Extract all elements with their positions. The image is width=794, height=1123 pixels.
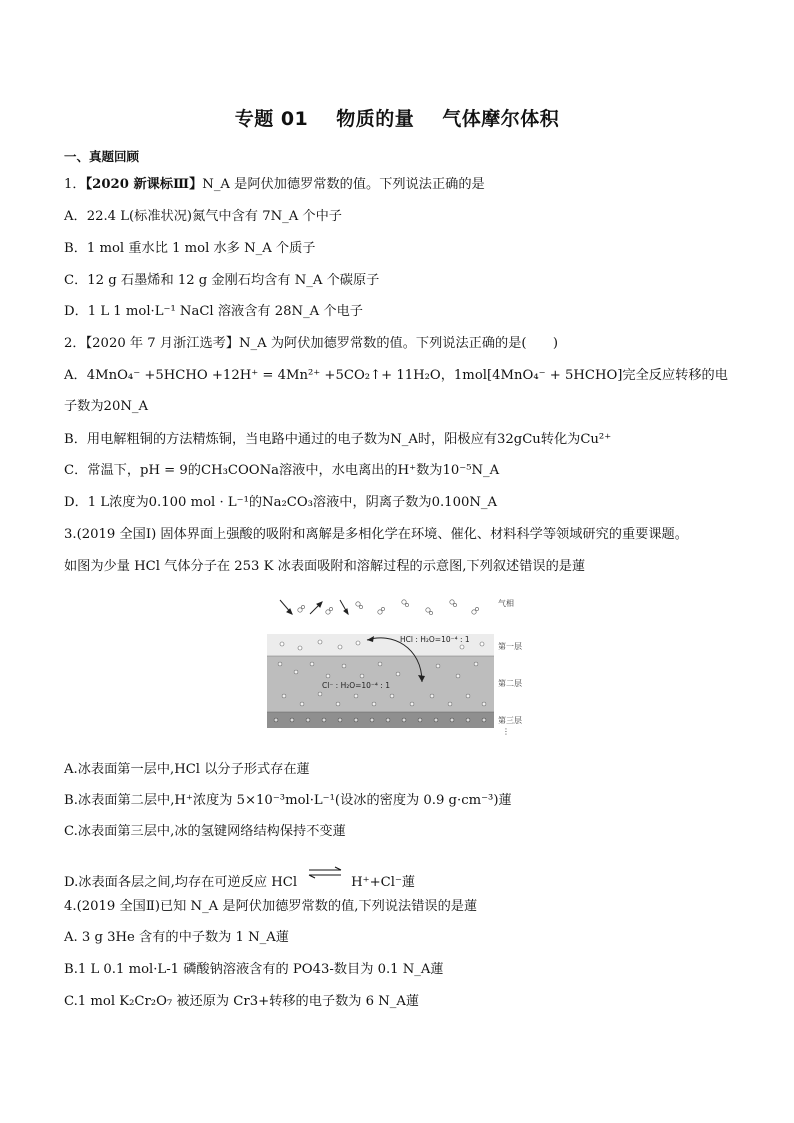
q2-option-d: D．1 L浓度为0.100 mol · L⁻¹的Na₂CO₃溶液中，阴离子数为0.100N_A (64, 495, 498, 510)
q3-option-c: C.冰表面第三层中,冰的氢键网络结构保持不变蓮 (64, 824, 346, 839)
q2-option-a-line1: A．4MnO₄⁻ +5HCHO +12H⁺ = 4Mn²⁺ +5CO₂↑+ 11H₂O，1mol[4MnO₄⁻ + 5HCHO]完全反应转移的电 (64, 368, 728, 383)
label-more-layers: ⋮ (502, 727, 510, 736)
q4-option-c: C.1 mol K₂Cr₂O₇ 被还原为 Cr3+转移的电子数为 6 N_A蓮 (64, 994, 420, 1009)
q3-option-d-left: D.冰表面各层之间,均存在可逆反应 HCl (64, 875, 298, 890)
q1-stem (64, 176, 485, 194)
label-layer-1: 第一层 (498, 642, 522, 651)
title-part-1: 专题 01 (234, 108, 309, 130)
q4-option-b: B.1 L 0.1 mol·L-1 磷酸钠溶液含有的 PO43-数目为 0.1 N_A蓮 (64, 962, 444, 977)
ratio-label-2: Cl⁻ : H₂O=10⁻⁴ : 1 (322, 681, 390, 690)
gas-molecules (298, 600, 479, 615)
q1-option-c: C．12 g 石墨烯和 12 g 金刚石均含有 N_A 个碳原子 (64, 273, 380, 288)
section-heading: 一、真题回顾 (64, 149, 140, 164)
layer3-band (267, 712, 494, 728)
title-part-2: 物质的量 (336, 108, 415, 130)
label-layer-3: 第三层 (498, 716, 522, 725)
q2-option-a-line2: 子数为20N_A (64, 399, 148, 414)
q3-option-d (64, 866, 415, 892)
q2-option-b: B．用电解粗铜的方法精炼铜，当电路中通过的电子数为N_A时，阳极应有32gCu转化为Cu²⁺ (64, 432, 612, 447)
q3-stem-line1: 3.(2019 全国Ⅰ) 固体界面上强酸的吸附和离解是多相化学在环境、催化、材料科学等领域研究的重要课题。 (64, 527, 688, 542)
q3-stem-line2: 如图为少量 HCl 气体分子在 253 K 冰表面吸附和溶解过程的示意图,下列叙述错误的是蓮 (64, 559, 586, 574)
page-title (0, 104, 794, 131)
q4-option-a: A. 3 g 3He 含有的中子数为 1 N_A蓮 (64, 930, 289, 945)
label-layer-2: 第二层 (498, 679, 522, 688)
ratio-label-1: HCl : H₂O=10⁻⁴ : 1 (400, 635, 470, 644)
ice-surface-diagram (262, 592, 532, 738)
q3-option-d-right: H⁺+Cl⁻蓮 (351, 875, 416, 890)
q3-option-a: A.冰表面第一层中,HCl 以分子形式存在蓮 (64, 762, 310, 777)
q3-option-b: B.冰表面第二层中,H⁺浓度为 5×10⁻³mol·L⁻¹(设冰的密度为 0.9 g·cm⁻³)蓮 (64, 793, 512, 808)
q2-option-c: C．常温下，pH = 9的CH₃COONa溶液中，水电离出的H⁺数为10⁻⁵N_A (64, 463, 500, 478)
q2-stem: 2．【2020 年 7 月浙江选考】N_A 为阿伏加德罗常数的值。下列说法正确的是( ) (64, 336, 559, 351)
q1-stem-text: N_A 是阿伏加德罗常数的值。下列说法正确的是 (202, 177, 485, 192)
title-part-3: 气体摩尔体积 (442, 108, 560, 130)
q1-source-tag: 【2020 新课标Ⅲ】 (85, 177, 203, 192)
q1-number: 1． (64, 177, 86, 192)
reversible-arrow-icon (307, 866, 343, 880)
q4-stem: 4.(2019 全国Ⅱ)已知 N_A 是阿伏加德罗常数的值,下列说法错误的是蓮 (64, 899, 478, 914)
q1-option-b: B．1 mol 重水比 1 mol 水多 N_A 个质子 (64, 241, 316, 256)
q1-option-a: A．22.4 L(标准状况)氮气中含有 7N_A 个中子 (64, 209, 342, 224)
q1-option-d: D．1 L 1 mol·L⁻¹ NaCl 溶液含有 28N_A 个电子 (64, 304, 363, 319)
adsorption-arrows (280, 600, 348, 614)
label-gas-phase: 气相 (498, 599, 514, 608)
